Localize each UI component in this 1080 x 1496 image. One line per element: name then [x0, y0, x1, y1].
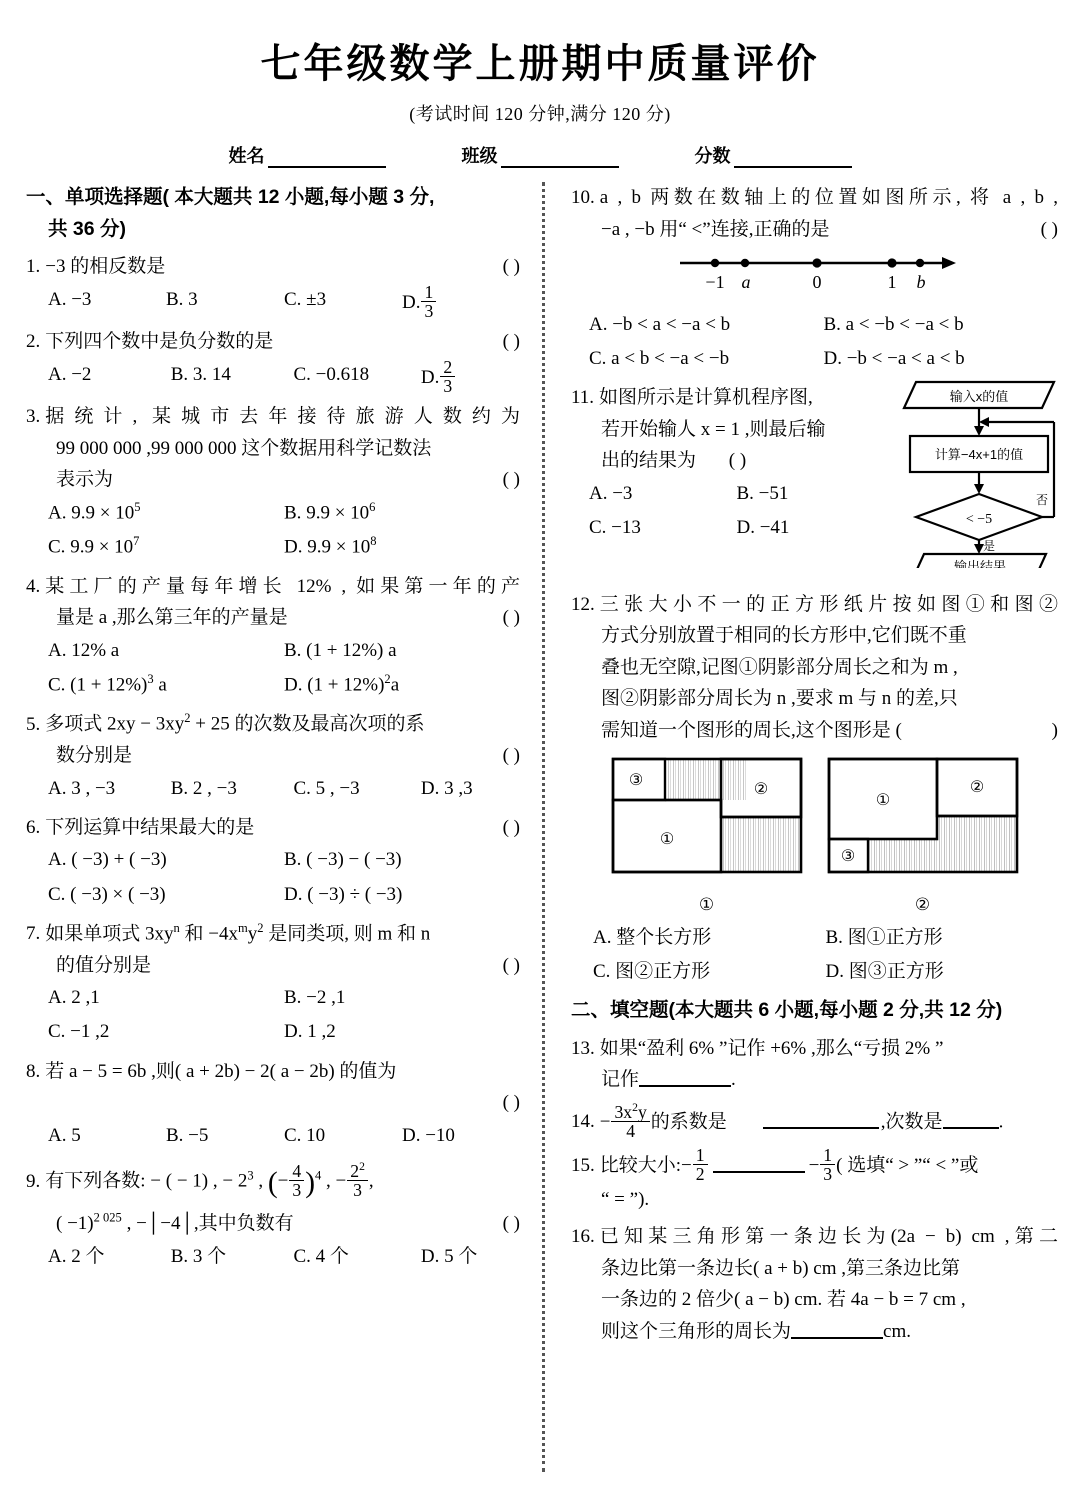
q1-frac-denominator: 3	[424, 300, 434, 321]
q3-option-b[interactable]	[284, 496, 520, 531]
name-blank[interactable]	[268, 149, 386, 168]
q4-line-2-row	[26, 602, 520, 634]
q9-frac2-base: 2	[350, 1160, 360, 1181]
q16-line4-label: 则这个三角形的周长为	[601, 1320, 792, 1342]
svg-text:b: b	[916, 272, 925, 293]
q1-number: 1.	[26, 256, 41, 278]
student-info-line	[0, 142, 1080, 168]
section-1-heading	[26, 182, 520, 245]
q4-option-c[interactable]	[48, 668, 284, 703]
q7-expr-1: 如果单项式 3xy	[45, 923, 174, 945]
q3-option-b-mantissa: 9.9 × 10	[306, 501, 370, 523]
q4-line-1: 某工厂的产量每年增长 12% , 如果第一年的产	[45, 575, 520, 597]
score-blank[interactable]	[734, 149, 852, 168]
q14-number: 14.	[571, 1111, 595, 1133]
q10-number-line-figure	[571, 249, 1058, 306]
question-6	[26, 812, 520, 912]
svg-text:②: ②	[969, 779, 984, 797]
q2-option-a[interactable]: A. −2	[48, 363, 92, 385]
q4-option-c-suffix: a	[153, 674, 167, 696]
q1-option-d-label: D.	[402, 291, 421, 313]
class-field[interactable]	[462, 142, 619, 168]
q12-figures	[571, 754, 1058, 919]
q9-line-1: 有下列各数: − ( − 1) , − $2^3$ , (− $\frac{4}{3}$ )$^4$ , − $\frac{2^2}{3}$ ,	[45, 1159, 374, 1200]
q3-option-d[interactable]	[284, 530, 520, 565]
q15-number: 15.	[571, 1155, 595, 1177]
q1-option-c[interactable]: C. ±3	[284, 288, 327, 310]
q11-answer-paren[interactable]: ( )	[728, 450, 747, 472]
question-14	[571, 1102, 1058, 1140]
q6-number: 6.	[26, 816, 41, 838]
q1-option-d-fraction	[421, 283, 436, 320]
q5-line-1	[45, 708, 520, 740]
q15-prefix: 比较大小:−	[599, 1155, 692, 1177]
question-16	[571, 1221, 1058, 1347]
q3-option-a-exponent: 5	[134, 499, 141, 514]
q5-option-d[interactable]: D. 3 ,3	[420, 777, 473, 799]
section-2-heading: 二、填空题(本大题共 6 小题,每小题 2 分,共 12 分)	[571, 999, 1003, 1022]
question-12	[571, 589, 1058, 990]
q6-text: 下列运算中结果最大的是	[45, 816, 255, 838]
q12-figure-2-svg	[824, 754, 1022, 879]
q15-answer-blank[interactable]	[713, 1156, 805, 1173]
q6-answer-paren[interactable]: ( )	[502, 816, 520, 838]
q12-options-row1	[571, 921, 1058, 955]
q16-line-4	[571, 1316, 1058, 1348]
q8-paren-row	[26, 1087, 520, 1119]
q12-line-5-row	[571, 715, 1058, 747]
q9-number: 9.	[26, 1170, 41, 1192]
question-8	[26, 1056, 520, 1153]
name-field[interactable]	[229, 142, 386, 168]
svg-text:计算−4x+1的值: 计算−4x+1的值	[934, 446, 1024, 462]
q12-line-2: 方式分别放置于相同的长方形中,它们既不重	[601, 625, 967, 647]
q12-figure-2-caption: ②	[914, 894, 931, 914]
q1-text: −3 的相反数是	[45, 256, 166, 278]
q2-option-b[interactable]: B. 3. 14	[170, 363, 231, 385]
q3-option-d-exponent: 8	[370, 534, 377, 549]
svg-text:②: ②	[753, 781, 768, 799]
q12-figure-2	[824, 754, 1022, 919]
class-label: 班级	[461, 146, 498, 166]
q9-answer-paren[interactable]: ( )	[502, 1212, 520, 1234]
q13-line-1: 如果“盈利 6% ”记作 +6% ,那么“亏损 2% ”	[599, 1037, 944, 1059]
q4-option-d-expr: D. (1 + 12%)	[284, 674, 385, 696]
q5-expr-exponent: 2	[184, 711, 191, 726]
q3-line-2: 99 000 000 ,99 000 000 这个数据用科学记数法	[56, 437, 432, 459]
q2-option-c[interactable]: C. −0.618	[293, 363, 370, 385]
q7-expr-3: y	[247, 923, 258, 945]
q6-option-d[interactable]: D. ( −3) ÷ ( −3)	[284, 883, 403, 905]
q2-answer-paren[interactable]: ( )	[502, 331, 520, 353]
q3-option-c-mantissa: 9.9 × 10	[70, 536, 134, 558]
q4-number: 4.	[26, 575, 41, 597]
q16-number: 16.	[571, 1226, 595, 1248]
q5-answer-paren[interactable]: ( )	[502, 745, 520, 767]
section-1-heading-line1: 一、单项选择题( 本大题共 12 小题,每小题 3 分,	[26, 186, 435, 208]
q12-line-3: 叠也无空隙,记图①阴影部分周长之和为 m ,	[601, 656, 958, 678]
q9-line-2-row	[26, 1208, 520, 1240]
q5-options	[26, 772, 520, 806]
q3-option-b-label: B.	[284, 501, 302, 523]
question-11	[571, 382, 1058, 579]
q15-fraction-1	[693, 1146, 708, 1183]
question-2	[26, 326, 520, 395]
q14-num-exponent: 2	[632, 1100, 638, 1114]
q7-expr-2exp: 2	[257, 920, 264, 935]
q11-option-a[interactable]: A. −3	[589, 482, 633, 504]
q10-option-a[interactable]: A. −b < a < −a < b	[589, 313, 731, 335]
q9-paren-open: (	[267, 1166, 278, 1199]
q16-line-2: 条边比第一条边长( a + b) cm ,第三条边比第	[601, 1257, 961, 1279]
q7-expr-4: 是同类项, 则 m 和 n	[263, 923, 431, 945]
q10-options-row2	[571, 342, 1058, 376]
q11-option-b[interactable]: B. −51	[736, 482, 789, 504]
q13-line2-label: 记作	[601, 1069, 640, 1091]
q1-option-b[interactable]: B. 3	[166, 288, 198, 310]
q9-frac2-den: 3	[353, 1179, 362, 1200]
q3-line-3-row	[26, 464, 520, 496]
q1-option-d[interactable]	[402, 283, 520, 320]
q12-figure-1-svg	[608, 754, 806, 879]
q9-line-2	[56, 1210, 294, 1235]
right-column	[542, 182, 1058, 1472]
q11-flowchart-figure	[886, 378, 1058, 579]
q9-expr-exp: 3	[247, 1168, 254, 1183]
q3-line-3: 表示为	[56, 469, 114, 491]
q15-hint-text: ( 选填“ > ”“ < ”或	[836, 1155, 979, 1177]
q7-line-1	[45, 918, 520, 950]
question-4	[26, 571, 520, 703]
q15-frac1-den: 2	[695, 1164, 705, 1185]
q9-paren-close: )	[305, 1166, 316, 1199]
q7-expr-m: m	[238, 920, 248, 935]
q12-line-1: 三张大小不一的正方形纸片按如图①和图②	[599, 593, 1058, 615]
q9-option-d[interactable]: D. 5 个	[420, 1245, 478, 1267]
q2-option-d[interactable]	[421, 358, 520, 395]
q6-option-a[interactable]: A. ( −3) + ( −3)	[48, 849, 167, 871]
q9-frac1-num: 4	[289, 1162, 304, 1181]
q8-number: 8.	[26, 1060, 41, 1082]
q9-line2-exponent: 2 025	[93, 1210, 122, 1225]
q7-number: 7.	[26, 923, 41, 945]
q6-option-c[interactable]: C. ( −3) × ( −3)	[48, 883, 166, 905]
question-1	[26, 251, 520, 320]
q12-figure-1	[608, 754, 806, 919]
q11-number: 11.	[571, 386, 595, 408]
q14-fraction	[611, 1102, 649, 1140]
q3-option-c-exponent: 7	[133, 534, 140, 549]
question-9	[26, 1159, 520, 1274]
question-3	[26, 401, 520, 565]
number-line-svg	[670, 249, 960, 295]
q12-line-4: 图②阴影部分周长为 n ,要求 m 与 n 的差,只	[601, 688, 958, 710]
q3-line-1: 据统计, 某城市去年接待旅游人数约为	[45, 405, 520, 427]
q8-text: 若 a − 5 = 6b ,则( a + 2b) − 2( a − 2b) 的值为	[45, 1060, 397, 1082]
q11-options-row2	[571, 511, 884, 545]
q14-period: .	[998, 1111, 1004, 1133]
q11-line-3: 出的结果为	[601, 450, 697, 472]
q7-answer-paren[interactable]: ( )	[502, 954, 520, 976]
q15-fraction-2	[820, 1146, 835, 1183]
q7-expr-2: 和 −4x	[179, 923, 238, 945]
q9-expr-mid: ,	[253, 1170, 264, 1192]
q9-option-c[interactable]: C. 4 个	[293, 1245, 349, 1267]
q10-line-1: a , b 两数在数轴上的位置如图所示, 将 a , b ,	[599, 187, 1058, 208]
name-label: 姓名	[228, 146, 265, 166]
q4-option-a[interactable]: A. 12% a	[48, 639, 120, 661]
q11-option-d[interactable]: D. −41	[736, 516, 790, 538]
q2-option-d-fraction	[440, 358, 455, 395]
q7-options-row1	[26, 981, 520, 1015]
q10-option-b[interactable]: B. a < −b < −a < b	[823, 313, 964, 335]
q3-option-d-mantissa: 9.9 × 10	[307, 536, 371, 558]
q16-line-3: 一条边的 2 倍少( a − b) cm. 若 4a − b = 7 cm ,	[601, 1289, 966, 1311]
q15-body	[600, 1146, 1058, 1183]
q16-line-1: 已知某三角形第一条边长为(2a − b) cm ,第二	[599, 1226, 1058, 1248]
q16-answer-blank[interactable]	[791, 1322, 883, 1339]
q10-line-2: −a , −b 用“ <”连接,正确的是	[601, 218, 830, 240]
question-13	[571, 1033, 1058, 1096]
svg-text:①: ①	[875, 792, 890, 810]
q14-frac-numerator	[611, 1102, 649, 1122]
q5-option-b[interactable]: B. 2 , −3	[170, 777, 237, 799]
q13-line2-period: .	[731, 1069, 736, 1091]
q12-options-row2	[571, 955, 1058, 989]
q6-option-b[interactable]: B. ( −3) − ( −3)	[284, 849, 402, 871]
q15-frac2-den: 3	[823, 1164, 833, 1185]
q1-options	[26, 283, 520, 320]
svg-text:输出结果: 输出结果	[953, 558, 1007, 568]
q9-line2-pre: ( −1)	[56, 1213, 94, 1235]
q4-option-d-suffix: a	[390, 674, 400, 696]
q14-num-pre: 3x	[614, 1101, 633, 1122]
q9-frac2-sup: 2	[359, 1159, 365, 1173]
q9-fraction-1	[289, 1162, 304, 1199]
q12-answer-paren[interactable]: )	[1051, 719, 1058, 741]
svg-text:a: a	[741, 272, 750, 293]
q14-minus-sign: −	[599, 1111, 611, 1133]
q5-line-2: 数分别是	[56, 745, 133, 767]
q4-line-2: 量是 a ,那么第三年的产量是	[56, 607, 288, 629]
q16-line4-unit: cm.	[883, 1320, 911, 1342]
q15-frac2-num: 1	[820, 1146, 835, 1165]
q5-option-c[interactable]: C. 5 , −3	[293, 777, 360, 799]
q13-line-2	[571, 1064, 1058, 1096]
q3-options-row2	[26, 530, 520, 565]
flowchart-svg	[886, 378, 1058, 568]
q7-option-b[interactable]: B. −2 ,1	[284, 987, 346, 1009]
question-7	[26, 918, 520, 1050]
exam-body	[0, 182, 1080, 1472]
question-10	[571, 182, 1058, 376]
q9-frac2-num	[347, 1161, 368, 1181]
q8-option-d[interactable]: D. −10	[402, 1124, 455, 1146]
q2-number: 2.	[26, 331, 41, 353]
q6-options-row2	[26, 878, 520, 912]
svg-text:−1: −1	[704, 272, 725, 293]
q4-options-row1	[26, 634, 520, 668]
q8-option-c[interactable]: C. 10	[284, 1124, 326, 1146]
q4-option-b[interactable]: B. (1 + 12%) a	[284, 639, 397, 661]
q10-line-2-row	[571, 214, 1058, 246]
q7-line-2: 的值分别是	[56, 954, 152, 976]
q12-option-b[interactable]: B. 图①正方形	[825, 926, 943, 948]
q1-answer-paren[interactable]: ( )	[502, 256, 520, 278]
q4-option-d[interactable]	[284, 668, 520, 703]
svg-text:< −5: < −5	[965, 511, 993, 527]
q7-option-d[interactable]: D. 1 ,2	[284, 1021, 336, 1043]
q3-answer-paren[interactable]: ( )	[502, 469, 520, 491]
score-label: 分数	[694, 146, 731, 166]
q7-expr-n: n	[173, 920, 180, 935]
q8-option-b[interactable]: B. −5	[166, 1124, 209, 1146]
q9-option-b[interactable]: B. 3 个	[170, 1245, 227, 1267]
q3-option-b-exponent: 6	[369, 499, 376, 514]
q9-option-a[interactable]: A. 2 个	[48, 1245, 105, 1267]
q10-option-d[interactable]: D. −b < −a < a < b	[823, 347, 965, 369]
q5-expr-pre: 多项式 2xy − 3xy	[45, 713, 185, 735]
svg-text:输入x的值: 输入x的值	[949, 388, 1009, 404]
q14-mid2-text: ,次数是	[880, 1111, 943, 1133]
svg-text:①: ①	[659, 831, 674, 849]
q15-frac1-num: 1	[693, 1146, 708, 1165]
q13-answer-blank[interactable]	[639, 1070, 731, 1087]
q14-frac-denominator: 4	[626, 1121, 636, 1141]
q11-line-3-row	[571, 445, 884, 477]
q3-option-d-label: D.	[284, 536, 303, 558]
q3-option-c[interactable]	[48, 530, 284, 565]
q4-option-c-expr: C. (1 + 12%)	[48, 674, 148, 696]
q10-option-c[interactable]: C. a < b < −a < −b	[589, 347, 730, 369]
q5-line-2-row	[26, 740, 520, 772]
question-15	[571, 1146, 1058, 1215]
q14-num-post: y	[637, 1101, 647, 1122]
q11-line-1: 如图所示是计算机程序图,	[599, 386, 813, 408]
question-5	[26, 708, 520, 806]
svg-text:是: 是	[983, 538, 996, 553]
q5-number: 5.	[26, 713, 41, 735]
q5-option-a[interactable]: A. 3 , −3	[48, 777, 116, 799]
q12-option-a[interactable]: A. 整个长方形	[593, 926, 712, 948]
q9-line2-post: , −│−4│,其中负数有	[121, 1213, 294, 1235]
q10-options-row1	[571, 308, 1058, 342]
svg-text:0: 0	[812, 272, 821, 293]
q1-frac-numerator: 1	[421, 283, 436, 302]
q2-frac-numerator: 2	[440, 358, 455, 377]
q3-option-c-label: C.	[48, 536, 66, 558]
q9-expr-pre: 有下列各数: − ( − 1) , − 2	[45, 1170, 248, 1192]
section-1-heading-line2: 共 36 分)	[48, 217, 127, 240]
q4-option-c-exponent: 3	[147, 671, 154, 686]
q2-options	[26, 358, 520, 395]
q12-figure-1-caption: ①	[698, 894, 715, 914]
q8-options	[26, 1119, 520, 1153]
q14-body	[600, 1102, 1058, 1140]
q14-degree-blank[interactable]	[943, 1112, 999, 1129]
q4-option-d-exponent: 2	[384, 671, 391, 686]
q2-frac-denominator: 3	[443, 375, 453, 396]
q3-option-a-label: A.	[48, 501, 67, 523]
q11-text-block	[571, 382, 884, 545]
svg-text:1: 1	[887, 272, 896, 293]
q7-options-row2	[26, 1015, 520, 1049]
q11-options-row1	[571, 477, 884, 511]
svg-text:否: 否	[1036, 492, 1049, 507]
page-title: 七年级数学上册期中质量评价	[260, 41, 820, 86]
class-blank[interactable]	[501, 149, 619, 168]
q14-mid-text: 的系数是	[650, 1111, 727, 1133]
q9-options	[26, 1240, 520, 1274]
q7-option-a[interactable]: A. 2 ,1	[48, 987, 100, 1009]
q11-line-2: 若开始输人 x = 1 ,则最后输	[601, 418, 826, 440]
q3-option-a-mantissa: 9.9 × 10	[71, 501, 135, 523]
q12-option-d[interactable]: D. 图③正方形	[825, 961, 944, 983]
q4-options-row2	[26, 668, 520, 703]
q12-number: 12.	[571, 593, 595, 615]
q15-middle-sign: −	[808, 1155, 820, 1177]
q8-option-a[interactable]: A. 5	[48, 1124, 81, 1146]
q3-option-a[interactable]	[48, 496, 284, 531]
score-field[interactable]	[695, 142, 852, 168]
q3-options-row1	[26, 496, 520, 531]
q10-answer-paren[interactable]: ( )	[1040, 218, 1058, 240]
exam-subtitle: (考试时间 120 分钟,满分 120 分)	[409, 104, 671, 124]
q13-number: 13.	[571, 1037, 595, 1059]
q10-number: 10.	[571, 187, 595, 208]
svg-text:③: ③	[840, 848, 855, 866]
q6-options-row1	[26, 843, 520, 877]
q2-text: 下列四个数中是负分数的是	[45, 331, 274, 353]
q8-answer-paren[interactable]: ( )	[502, 1092, 520, 1114]
q9-frac1-exponent: 4	[315, 1168, 322, 1183]
q5-expr-post: + 25 的次数及最高次项的系	[190, 713, 425, 735]
q9-frac1-den: 3	[292, 1179, 302, 1200]
q14-coefficient-blank[interactable]	[763, 1112, 879, 1129]
q2-option-d-label: D.	[420, 366, 440, 388]
q3-number: 3.	[26, 405, 41, 427]
q15-line-2: “ = ”).	[601, 1188, 650, 1210]
q12-option-c[interactable]: C. 图②正方形	[593, 961, 711, 983]
q4-answer-paren[interactable]: ( )	[502, 607, 520, 629]
q7-line-2-row	[26, 950, 520, 982]
left-column	[26, 182, 542, 1472]
q9-fraction-2	[347, 1161, 368, 1199]
svg-text:③: ③	[628, 772, 643, 790]
q7-option-c[interactable]: C. −1 ,2	[48, 1021, 110, 1043]
q1-option-a[interactable]: A. −3	[48, 288, 92, 310]
q12-line-5: 需知道一个图形的周长,这个图形是 (	[601, 719, 902, 741]
q11-option-c[interactable]: C. −13	[589, 516, 641, 538]
